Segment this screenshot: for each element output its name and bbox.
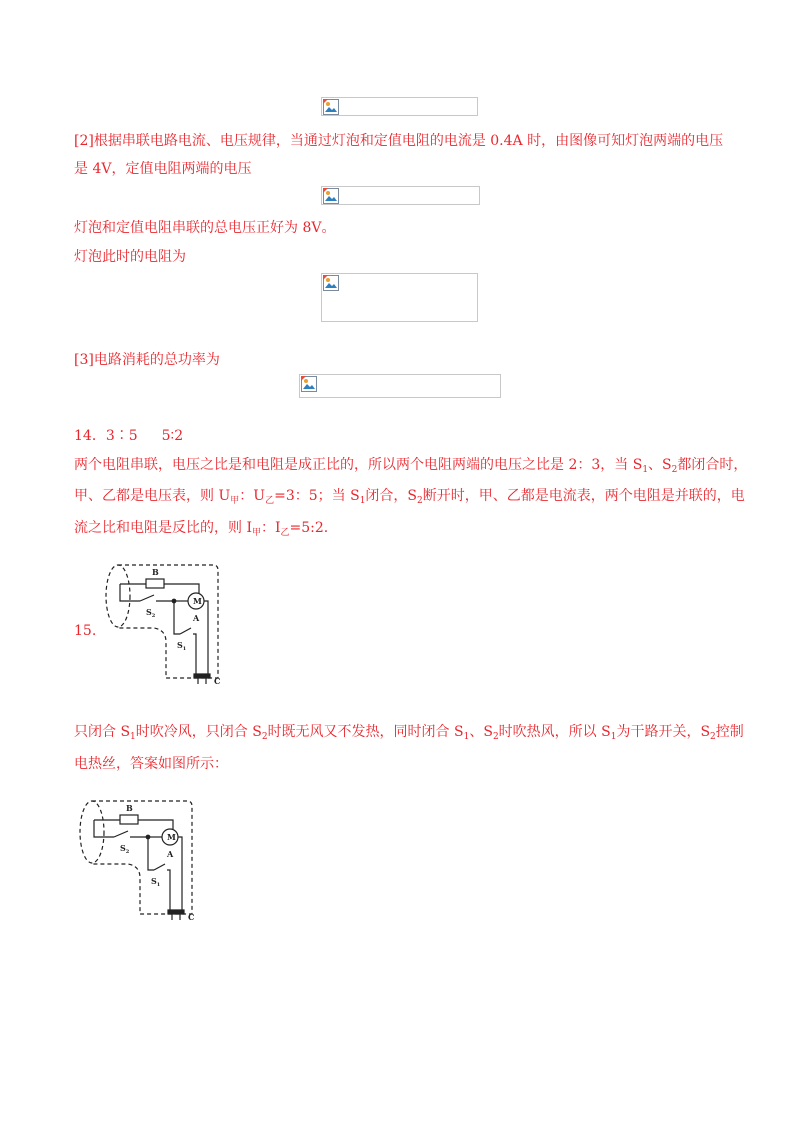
- formula-image-2: [321, 186, 480, 205]
- q14-sub: 甲: [230, 496, 240, 506]
- broken-image-icon: [323, 275, 339, 291]
- label-b: B: [126, 803, 133, 813]
- label-s2-main: S: [146, 607, 152, 617]
- q15-sub: 2: [492, 732, 499, 742]
- q14-l2-text: =3：5；当 S: [274, 488, 360, 504]
- q15-line-2: 电热丝，答案如图所示：: [74, 756, 228, 772]
- q15-l1-text: 控制: [715, 724, 744, 740]
- label-s1: [151, 876, 160, 888]
- q15-l1-text: 时吹冷风，只闭合 S: [135, 724, 262, 740]
- q14-l3-text: ：I: [261, 520, 281, 536]
- q15-sub: 2: [261, 732, 268, 742]
- q14-l2-text: 闭合，S: [365, 488, 418, 504]
- q14-sub: 乙: [265, 496, 275, 506]
- label-c: C: [188, 912, 195, 922]
- q14-answer-2: 5∶2: [161, 428, 184, 444]
- label-s2: [146, 607, 156, 619]
- q14-line-1: [74, 455, 747, 475]
- q14-sub: 乙: [280, 528, 290, 538]
- q15-sub: 1: [130, 732, 136, 742]
- q15-l1-text: 、S: [469, 724, 493, 740]
- label-m: M: [167, 832, 176, 842]
- q15-l1-text: 只闭合 S: [74, 724, 131, 740]
- label-s1-main: S: [177, 640, 183, 650]
- q15-number: 15.: [74, 623, 97, 639]
- q14-sub: 1: [642, 465, 649, 475]
- q14-line-3: [74, 518, 328, 538]
- label-s1-main: S: [151, 876, 157, 886]
- label-s2-main: S: [120, 843, 126, 853]
- q14-l3-text: 流之比和电阻是反比的，则 I: [74, 520, 252, 536]
- circuit-diagram-1: [98, 560, 228, 690]
- q14-l1-text: 都闭合时，: [677, 457, 748, 473]
- label-s2-sub: 2: [151, 613, 156, 619]
- formula-image-1: [321, 97, 478, 116]
- q14-l2-text: 断开时，甲、乙都是电流表，两个电阻是并联的，电: [422, 488, 745, 504]
- broken-image-icon: [323, 99, 339, 115]
- label-s1: [177, 640, 186, 652]
- formula-image-4: [299, 374, 501, 398]
- broken-image-icon: [301, 376, 317, 392]
- q14-l1-text: 两个电阻串联，电压之比是和电阻是成正比的，所以两个电阻两端的电压之比是 2：3，当 S: [74, 457, 643, 473]
- q14-l2-text: ：U: [239, 488, 266, 504]
- q14-l2-text: 甲、乙都是电压表，则 U: [74, 488, 231, 504]
- q14-l1-text: 、S: [648, 457, 672, 473]
- q14-answer-1: 14．3∶5: [74, 428, 138, 444]
- label-b: B: [152, 567, 159, 577]
- p2-line-2: 是 4V，定值电阻两端的电压: [74, 161, 252, 177]
- lamp-resistance-line: 灯泡此时的电阻为: [74, 249, 186, 265]
- q14-sub: 2: [671, 465, 678, 475]
- q15-l1-text: 时既无风又不发热，同时闭合 S: [267, 724, 464, 740]
- label-s2-sub: 2: [125, 849, 130, 855]
- q14-line-2: [74, 486, 745, 506]
- total-voltage-line: 灯泡和定值电阻串联的总电压正好为 8V。: [74, 220, 336, 236]
- q15-sub: 2: [710, 732, 716, 742]
- label-a: A: [167, 849, 174, 859]
- q14-sub: 2: [417, 496, 423, 506]
- q14-sub: 甲: [251, 528, 261, 538]
- q14-l3-text: =5:2.: [289, 520, 329, 536]
- q15-l1-text: 为干路开关，S: [616, 724, 711, 740]
- broken-image-icon: [323, 188, 339, 204]
- q14-sub: 1: [359, 496, 366, 506]
- q15-line-1: [74, 722, 744, 742]
- circuit-diagram-2: [72, 796, 202, 926]
- p2-line-1: [2]根据串联电路电流、电压规律，当通过灯泡和定值电阻的电流是 0.4A 时，由图像可知灯泡两端的电压: [74, 133, 724, 149]
- q15-l1-text: 时吹热风，所以 S: [498, 724, 611, 740]
- label-m: M: [193, 596, 202, 606]
- q14-header: [74, 426, 183, 446]
- label-c: C: [214, 676, 221, 686]
- label-a: A: [193, 613, 200, 623]
- label-s1-sub: 1: [182, 646, 187, 652]
- q15-sub: 1: [610, 732, 617, 742]
- q15-sub: 1: [463, 732, 470, 742]
- label-s1-sub: 1: [156, 882, 161, 888]
- formula-image-3: [321, 273, 478, 322]
- p3-label: [3]电路消耗的总功率为: [74, 352, 220, 368]
- label-s2: [120, 843, 130, 855]
